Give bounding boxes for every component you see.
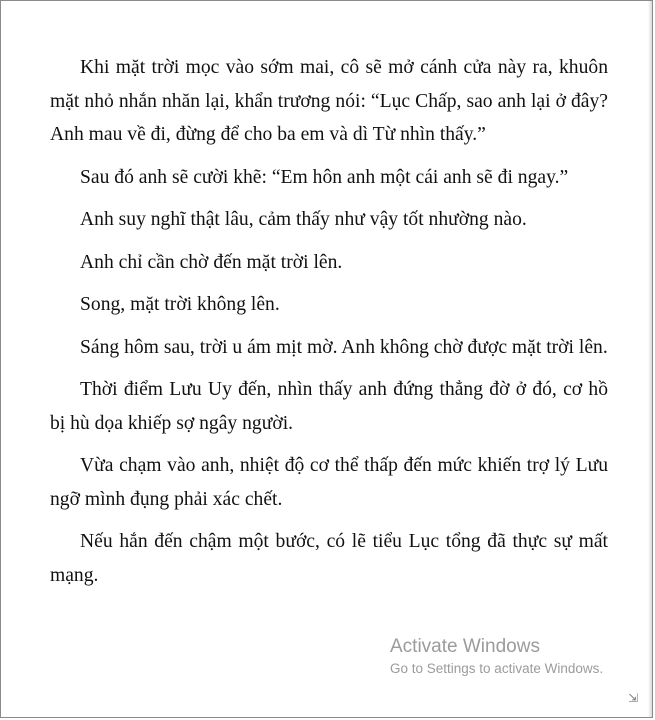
- watermark-subtitle: Go to Settings to activate Windows.: [390, 661, 604, 676]
- paragraph: Khi mặt trời mọc vào sớm mai, cô sẽ mở cánh cửa này ra, khuôn mặt nhỏ nhắn nhăn lại, khẩn trương nói: “Lục Chấp, sao anh lại ở đây? Anh mau về đi, đừng để cho ba em và dì Từ nhìn thấy.”: [50, 57, 608, 145]
- paragraph: Anh suy nghĩ thật lâu, cảm thấy như vậy tốt nhường nào.: [80, 209, 527, 230]
- watermark-title: Activate Windows: [390, 636, 540, 657]
- paragraph: Song, mặt trời không lên.: [80, 294, 280, 315]
- paragraph: Sáng hôm sau, trời u ám mịt mờ. Anh không chờ được mặt trời lên.: [80, 336, 608, 358]
- paragraph: Sau đó anh sẽ cười khẽ: “Em hôn anh một cái anh sẽ đi ngay.”: [80, 166, 569, 188]
- paragraph: Anh chỉ cần chờ đến mặt trời lên.: [80, 251, 343, 273]
- paragraph: Vừa chạm vào anh, nhiệt độ cơ thể thấp đến mức khiến trợ lý Lưu ngỡ mình đụng phải xác chết.: [50, 455, 608, 510]
- document-body: [50, 51, 608, 601]
- paragraph: Nếu hắn đến chậm một bước, có lẽ tiểu Lục tổng đã thực sự mất mạng.: [50, 531, 608, 586]
- activate-windows-watermark: [390, 635, 603, 679]
- page-edge-shadow: [648, 1, 652, 717]
- paragraph: Thời điểm Lưu Uy đến, nhìn thấy anh đứng thẳng đờ ở đó, cơ hồ bị hù dọa khiếp sợ ngây người.: [50, 379, 608, 434]
- resize-grip-icon[interactable]: ⇲: [628, 691, 639, 705]
